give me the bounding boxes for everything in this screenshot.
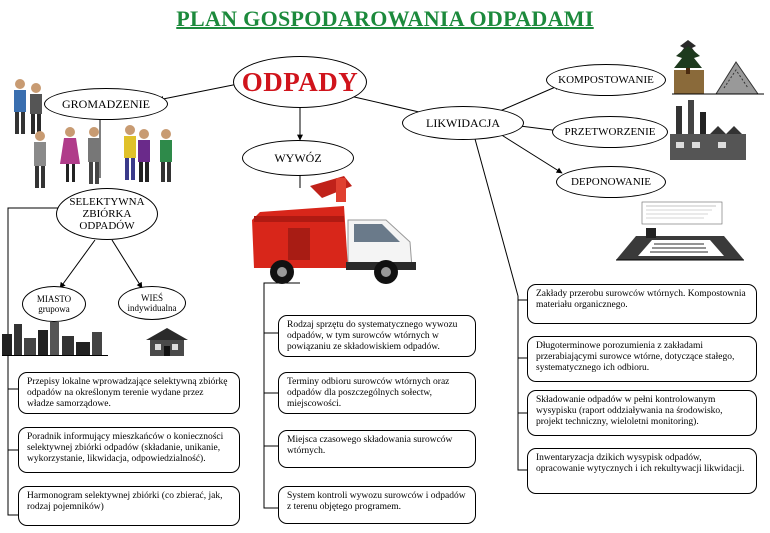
people-illustration — [4, 76, 194, 192]
village-house-illustration — [144, 326, 190, 356]
deponowanie-node — [556, 166, 666, 198]
person-icon — [160, 129, 172, 182]
center-box-text: System kontroli wywozu surowców i odpadów z terenu objętego programem. — [287, 491, 466, 512]
person-icon — [88, 127, 100, 184]
likwidacja-node — [402, 106, 524, 140]
city-skyline-illustration — [2, 320, 108, 356]
person-icon — [14, 79, 26, 134]
center-box-collection-dates — [278, 372, 476, 414]
deponowanie-label: DEPONOWANIE — [570, 176, 652, 188]
center-box-text: Miejsca czasowego składowania surowców wtórnych. — [287, 435, 453, 456]
landfill-cross-section-illustration — [616, 200, 744, 264]
kompostowanie-label: KOMPOSTOWANIE — [558, 74, 654, 86]
odpady-label: ODPADY — [241, 66, 359, 97]
right-box-text: Składowanie odpadów w pełni kontrolowanym wysypisku (raport oddziaływania na środowisko, projekt techniczny, wieloletni monitoring). — [536, 395, 723, 427]
miasto-line1: MIASTO — [36, 294, 72, 304]
wywoz-label: WYWÓZ — [274, 150, 322, 165]
person-icon — [124, 125, 136, 180]
wies-node — [118, 286, 186, 320]
left-box-schedule — [18, 486, 240, 526]
kompostowanie-node — [546, 64, 666, 96]
odpady-node — [233, 56, 367, 108]
wies-line1: WIEŚ — [141, 293, 163, 303]
center-box-text: Rodzaj sprzętu do systematycznego wywozu odpadów, w tym surowców wtórnych w powiązaniu ze składowiskiem odpadów. — [287, 320, 458, 352]
person-icon — [34, 131, 46, 188]
right-box-text: Długoterminowe porozumienia z zakładami przerabiającymi surowce wtórne, dotyczące stałego, systematycznego ich odbioru. — [536, 341, 735, 373]
right-box-text: Inwentaryzacja dzikich wysypisk odpadów, opracowanie wytycznych i ich rekultywacji likwidacji. — [536, 453, 745, 474]
diagram-title: PLAN GOSPODAROWANIA ODPADAMI — [176, 6, 594, 31]
wies-line2: indywidualna — [127, 303, 177, 313]
miasto-line2: grupowa — [38, 304, 70, 314]
center-box-text: Terminy odbioru surowców wtórnych oraz odpadów dla poszczególnych sołectw, miejscowości. — [287, 377, 450, 409]
person-icon — [30, 83, 42, 134]
selektywna-line3: ODPADÓW — [79, 220, 135, 232]
selektywna-zbiorka-node — [56, 188, 158, 240]
przetworzenie-node — [552, 116, 668, 148]
center-box-equipment — [278, 315, 476, 357]
left-box-guide — [18, 427, 240, 473]
left-box-text: Harmonogram selektywnej zbiórki (co zbierać, jak, rodzaj pojemników) — [27, 491, 223, 512]
center-box-control-system — [278, 486, 476, 524]
gromadzenie-label: GROMADZENIE — [62, 96, 150, 111]
right-box-text: Zakłady przerobu surowców wtórnych. Kompostownia materiału organicznego. — [536, 289, 746, 310]
left-box-text: Przepisy lokalne wprowadzające selektywną zbiórkę odpadów na określonym terenie wydane przez władze samorządowe. — [27, 377, 228, 409]
selektywna-line1: SELEKTYWNA — [69, 196, 145, 208]
selektywna-line2: ZBIÓRKA — [82, 208, 132, 220]
right-box-processing-plants — [527, 284, 757, 324]
person-icon — [138, 129, 150, 182]
right-box-agreements — [527, 336, 757, 382]
person-icon — [60, 127, 80, 182]
miasto-node — [22, 286, 86, 322]
right-box-landfill — [527, 390, 757, 436]
center-box-temporary-storage — [278, 430, 476, 468]
left-box-text: Poradnik informujący mieszkańców o konieczności selektywnej zbiórki odpadów (składanie, unikanie, wykorzystanie, likwidacja, odpowiedzialność). — [27, 432, 224, 464]
left-box-regulations — [18, 372, 240, 414]
wywoz-node — [242, 140, 354, 176]
garbage-truck-illustration — [248, 176, 418, 288]
likwidacja-label: LIKWIDACJA — [426, 115, 500, 130]
compost-illustration — [672, 40, 764, 96]
factory-illustration — [670, 100, 746, 162]
right-box-inventory — [527, 448, 757, 494]
przetworzenie-label: PRZETWORZENIE — [564, 126, 656, 138]
